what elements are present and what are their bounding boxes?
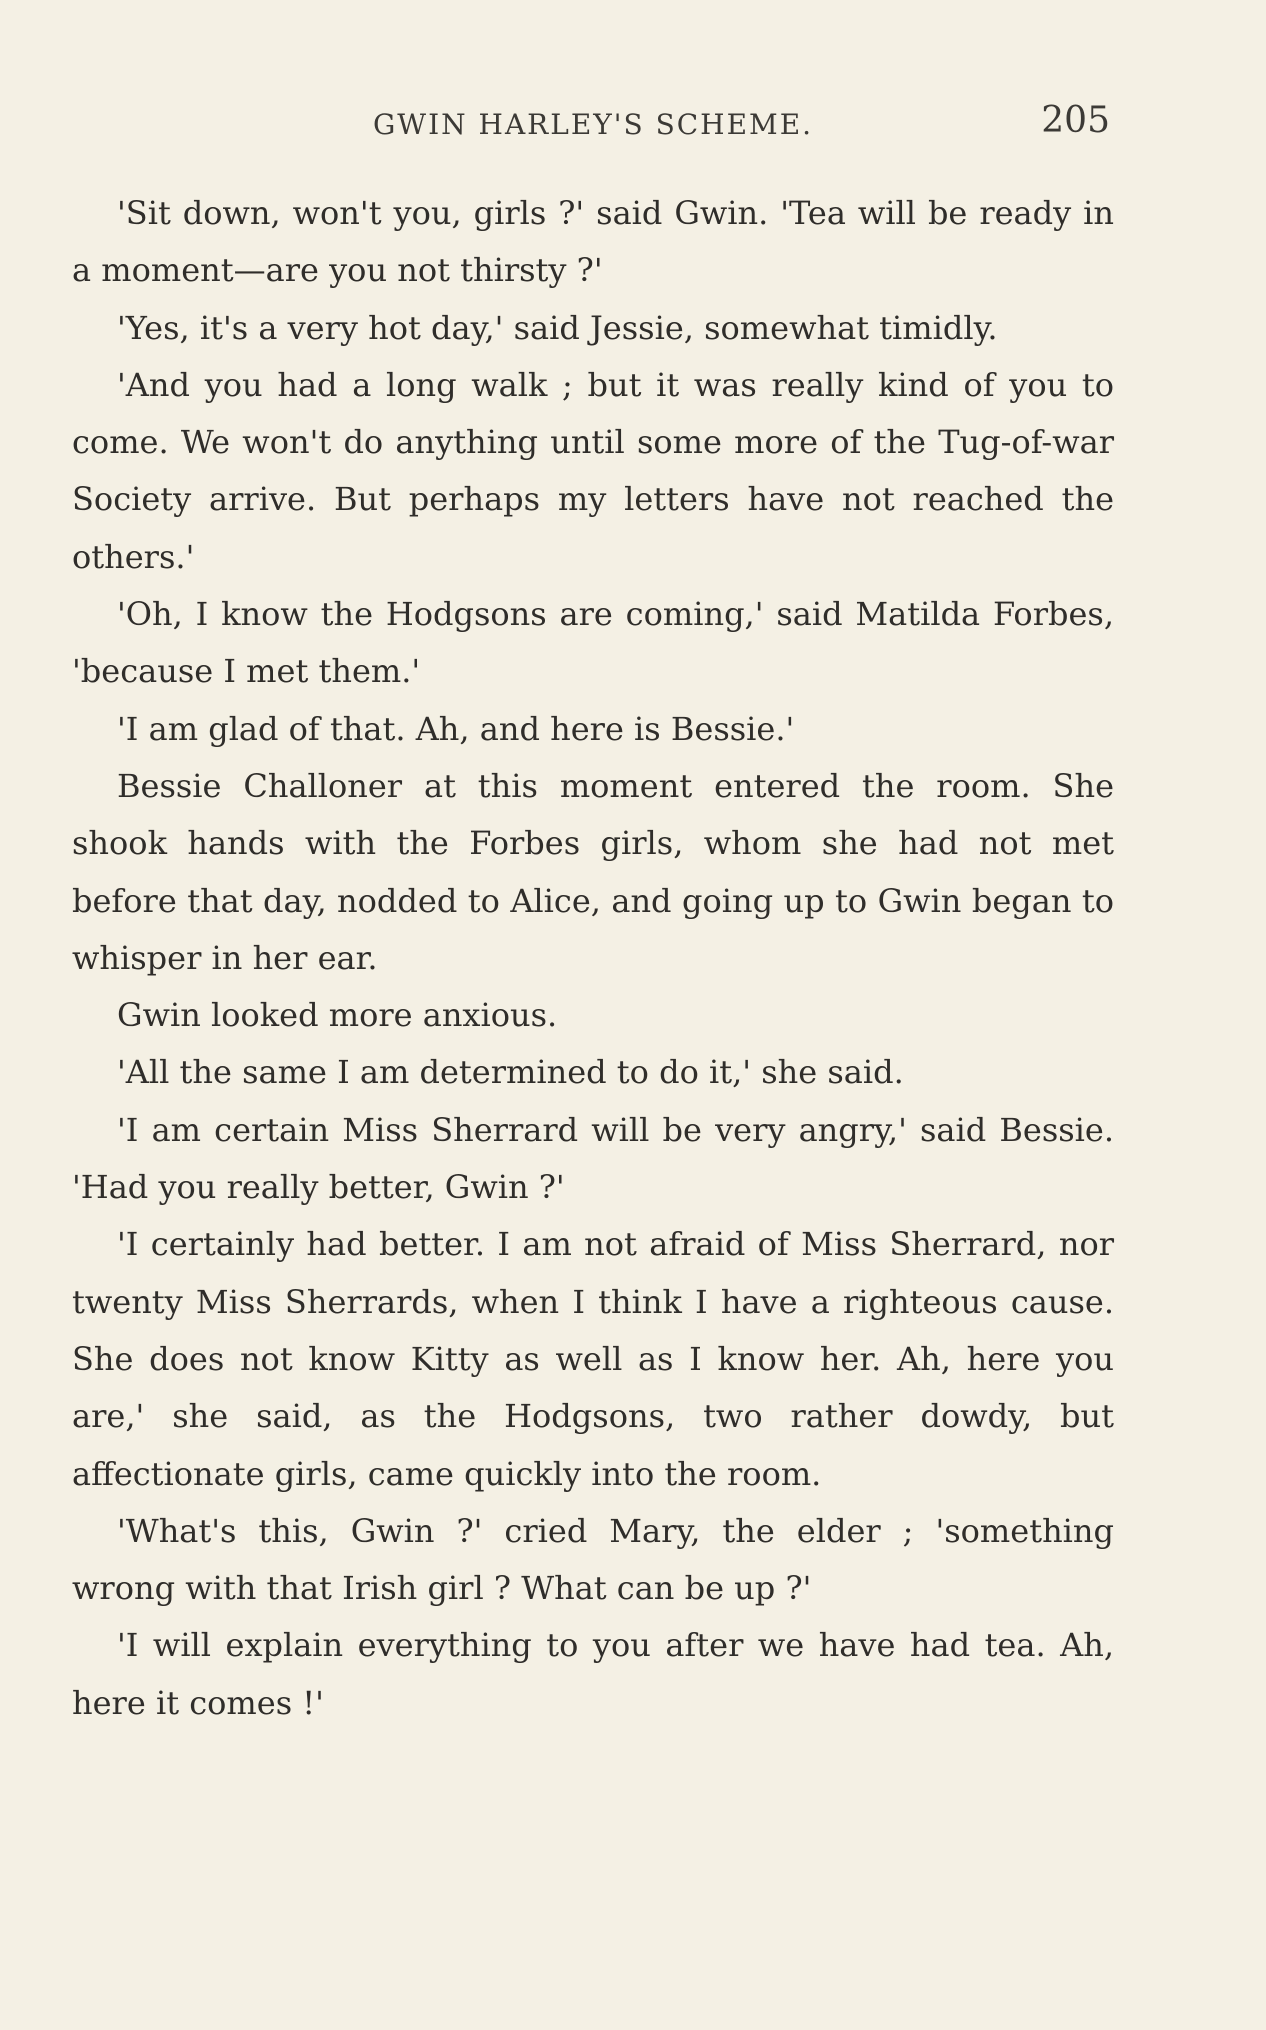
body-text [72,185,1114,1732]
paragraph: 'I will explain everything to you after we have had tea. Ah, here it comes !' [72,1626,1114,1722]
paragraph: 'What's this, Gwin ?' cried Mary, the elder ; 'something wrong with that Irish girl ? What can be up ?' [72,1511,1114,1608]
paragraph: 'Yes, it's a very hot day,' said Jessie, somewhat timidly. [117,308,998,347]
paragraph: 'Oh, I know the Hodgsons are coming,' said Matilda Forbes, 'because I met them.' [72,595,1114,691]
paragraph: Gwin looked more anxious. [117,996,558,1035]
paragraph: 'All the same I am determined to do it,' she said. [117,1053,904,1092]
page-number: 205 [1041,100,1110,141]
paragraph: 'I am certain Miss Sherrard will be very angry,' said Bessie. 'Had you really better, Gwin ?' [72,1110,1114,1207]
paragraph: 'Sit down, won't you, girls ?' said Gwin. 'Tea will be ready in a moment—are you not thirsty ?' [72,194,1114,290]
running-head [72,100,1114,150]
running-title: GWIN HARLEY'S SCHEME. [372,108,814,141]
paragraph: Bessie Challoner at this moment entered the room. She shook hands with the Forbes girls, whom she had not met before that day, nodded to Alice, and going up to Gwin began to whisper in her ear. [72,766,1114,977]
paragraph: 'And you had a long walk ; but it was really kind of you to come. We won't do anything until some more of the Tug-of-war Society arrive. But perhaps my letters have not reached the others.' [72,365,1114,576]
paragraph: 'I am glad of that. Ah, and here is Bessie.' [117,709,795,748]
paragraph: 'I certainly had better. I am not afraid of Miss Sherrard, nor twenty Miss Sherrards, when I think I have a righteous cause. She does not know Kitty as well as I know her. Ah, here you are,' she said, as the Hodgsons, two rather dowdy, but affectionate girls, came quickly into the room. [72,1225,1114,1493]
